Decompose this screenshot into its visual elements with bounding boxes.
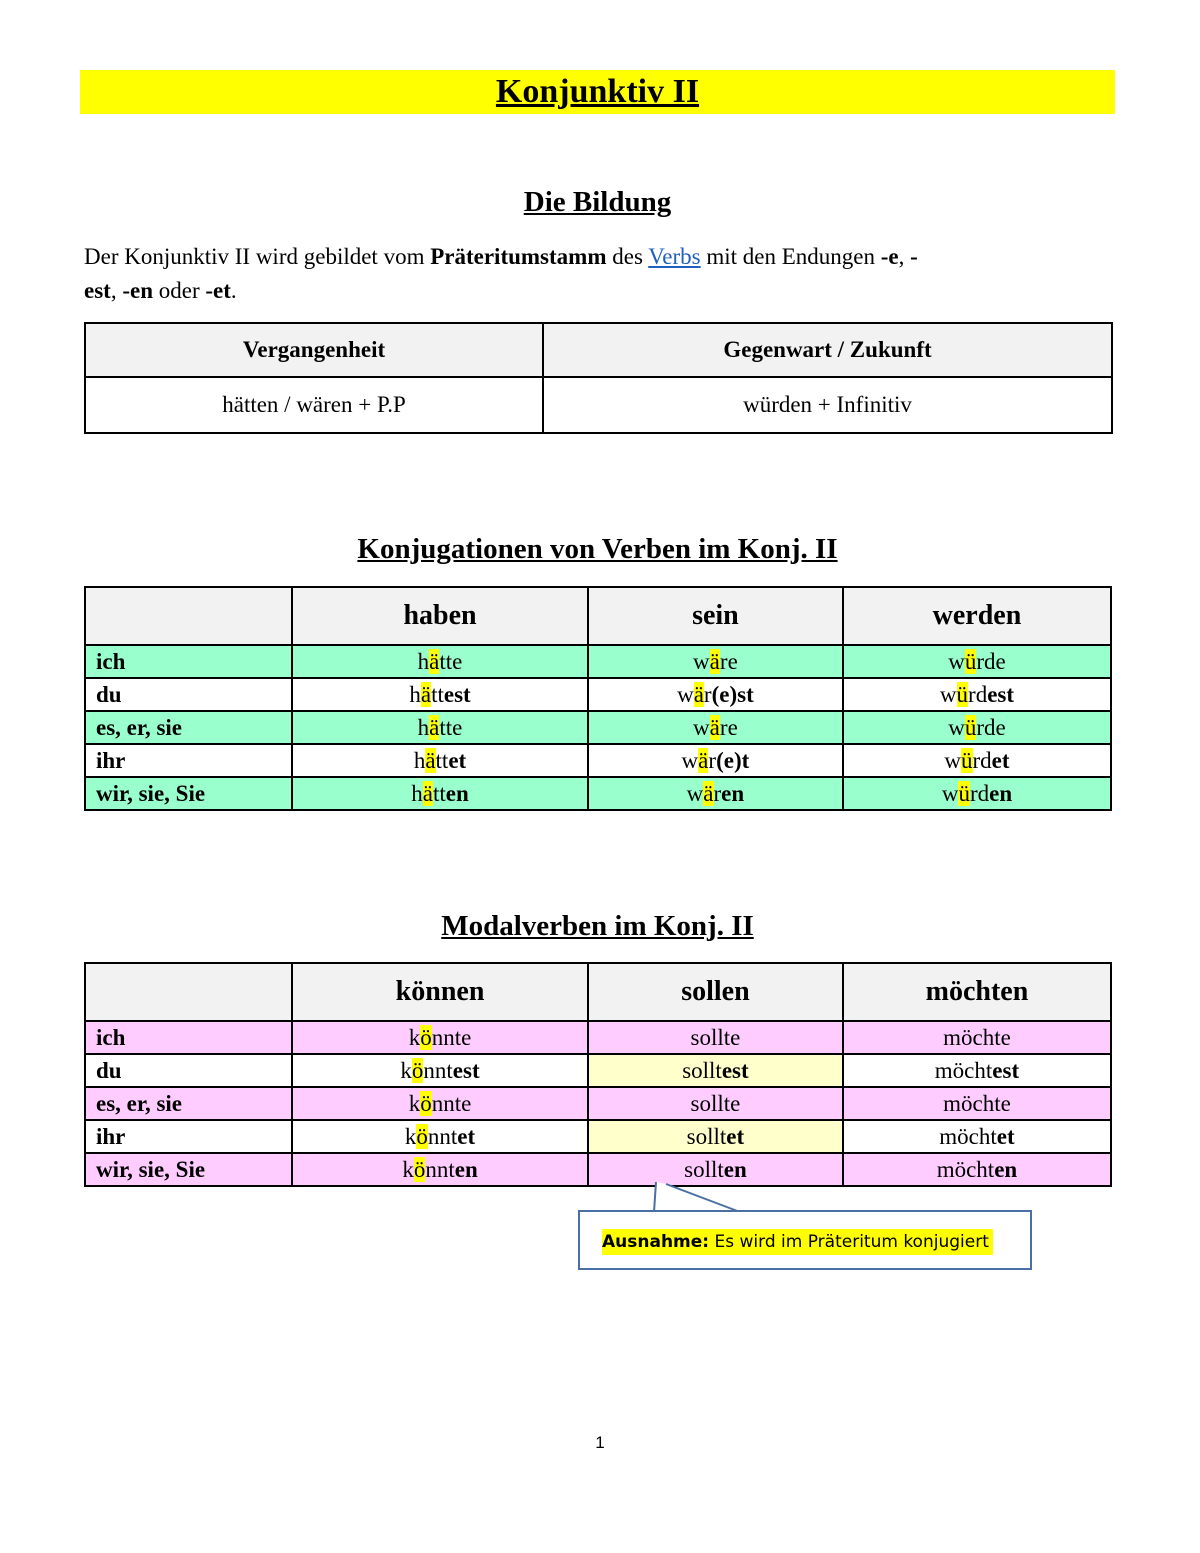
table-row [85, 1021, 1111, 1054]
verb-conjugation-table [84, 586, 1112, 811]
form-cell-koennen: könnte [292, 1021, 588, 1054]
pronoun-cell: du [85, 1054, 292, 1087]
callout-body: Es wird im Präteritum konjugiert [709, 1232, 989, 1252]
form-cell-haben: hätte [292, 645, 588, 678]
form-cell-werden: würdest [843, 678, 1111, 711]
table-row [85, 744, 1111, 777]
form-cell-haben: hätten [292, 777, 588, 810]
form-cell-moechten: möchtet [843, 1120, 1111, 1153]
pronoun-cell: ich [85, 645, 292, 678]
form-cell-sein: wären [588, 777, 843, 810]
form-cell-sein: wäre [588, 645, 843, 678]
pronoun-cell: es, er, sie [85, 711, 292, 744]
table-row [85, 777, 1111, 810]
form-cell-koennen: könnten [292, 1153, 588, 1186]
form-cell-haben: hättest [292, 678, 588, 711]
form-cell-sein: wär(e)t [588, 744, 843, 777]
form-cell-werden: würdet [843, 744, 1111, 777]
header-sollen: sollen [588, 963, 843, 1021]
header-moechten: möchten [843, 963, 1111, 1021]
pronoun-cell: ihr [85, 744, 292, 777]
pronoun-cell: wir, sie, Sie [85, 777, 292, 810]
form-cell-moechten: möchtest [843, 1054, 1111, 1087]
form-cell-sein: wäre [588, 711, 843, 744]
pronoun-cell: ihr [85, 1120, 292, 1153]
table-row [85, 678, 1111, 711]
cell-gegenwart: würden + Infinitiv [543, 377, 1112, 433]
callout-label: Ausnahme: [602, 1232, 710, 1252]
form-cell-sollen: sollte [588, 1087, 843, 1120]
tense-table [84, 322, 1113, 434]
form-cell-sollen: solltet [588, 1120, 843, 1153]
header-vergangenheit: Vergangenheit [85, 323, 543, 377]
form-cell-moechten: möchten [843, 1153, 1111, 1186]
pronoun-cell: ich [85, 1021, 292, 1054]
table-row [85, 1120, 1111, 1153]
form-cell-werden: würden [843, 777, 1111, 810]
header-werden: werden [843, 587, 1111, 645]
header-sein: sein [588, 587, 843, 645]
form-cell-werden: würde [843, 711, 1111, 744]
header-empty [85, 587, 292, 645]
page-title: Konjunktiv II [495, 73, 700, 110]
pronoun-cell: es, er, sie [85, 1087, 292, 1120]
intro-paragraph: Der Konjunktiv II wird gebildet vom Präteritumstamm des Verbs mit den Endungen -e, - est, -en oder -et. [84, 244, 918, 303]
form-cell-haben: hättet [292, 744, 588, 777]
table-row [85, 711, 1111, 744]
section-heading-konjugationen: Konjugationen von Verben im Konj. II [357, 533, 838, 565]
page-number: 1 [595, 1433, 605, 1452]
form-cell-koennen: könnte [292, 1087, 588, 1120]
header-gegenwart-zukunft: Gegenwart / Zukunft [543, 323, 1112, 377]
section-heading-bildung: Die Bildung [523, 186, 672, 218]
modal-conjugation-table [84, 962, 1112, 1187]
form-cell-moechten: möchte [843, 1087, 1111, 1120]
pronoun-cell: du [85, 678, 292, 711]
form-cell-koennen: könntest [292, 1054, 588, 1087]
form-cell-sollen: sollte [588, 1021, 843, 1054]
form-cell-sein: wär(e)st [588, 678, 843, 711]
form-cell-werden: würde [843, 645, 1111, 678]
header-koennen: können [292, 963, 588, 1021]
form-cell-sollen: sollten [588, 1153, 843, 1186]
cell-vergangenheit: hätten / wären + P.P [85, 377, 543, 433]
form-cell-moechten: möchte [843, 1021, 1111, 1054]
header-empty [85, 963, 292, 1021]
title-bar [80, 70, 1115, 114]
table-row [85, 1054, 1111, 1087]
form-cell-sollen: solltest [588, 1054, 843, 1087]
form-cell-haben: hätte [292, 711, 588, 744]
table-row [85, 1087, 1111, 1120]
table-row [85, 1153, 1111, 1186]
table-row [85, 645, 1111, 678]
callout-text [602, 1229, 993, 1255]
verbs-link[interactable]: Verbs [648, 244, 701, 269]
header-haben: haben [292, 587, 588, 645]
section-heading-modalverben: Modalverben im Konj. II [441, 910, 754, 942]
form-cell-koennen: könntet [292, 1120, 588, 1153]
pronoun-cell: wir, sie, Sie [85, 1153, 292, 1186]
